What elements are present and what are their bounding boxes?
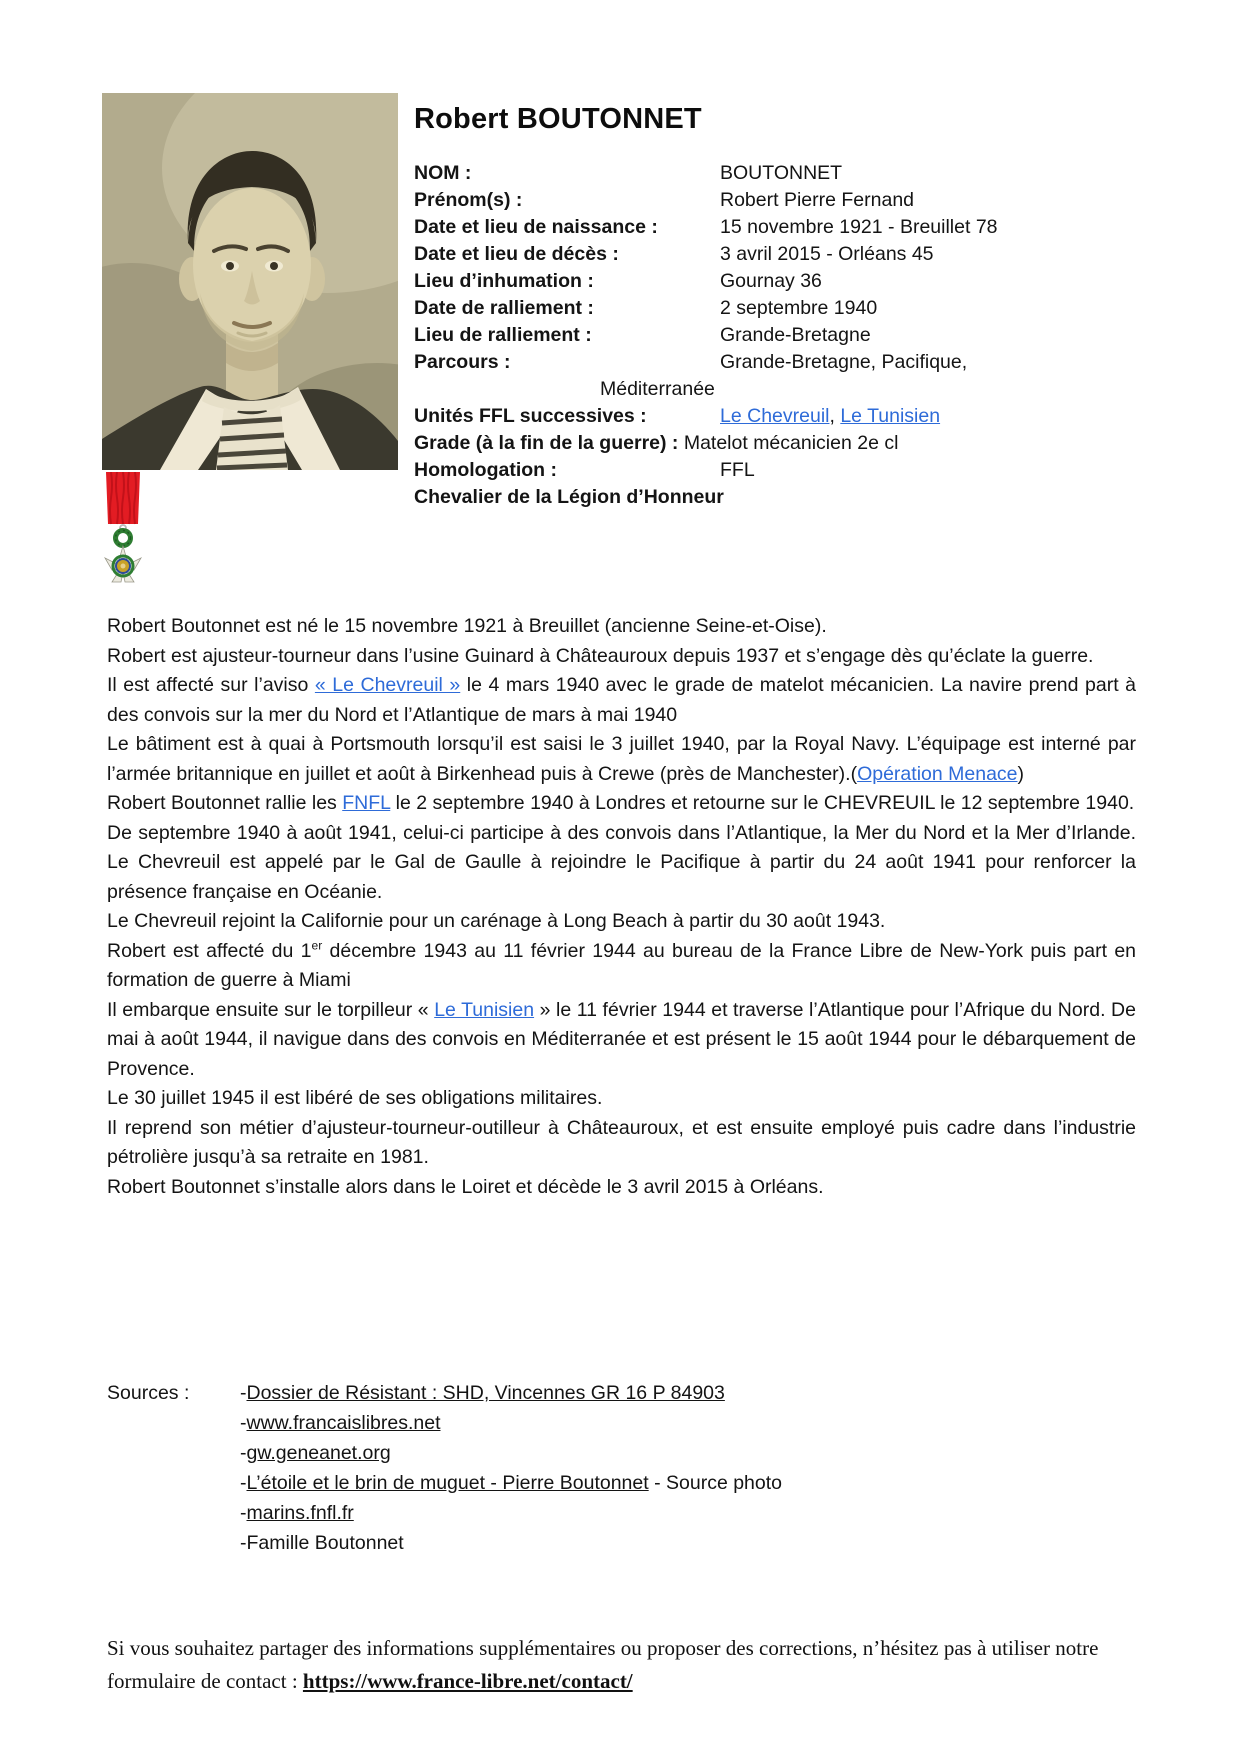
bio-paragraph: Le 30 juillet 1945 il est libéré de ses obligations militaires. bbox=[107, 1087, 603, 1109]
link-le-tunisien[interactable]: Le Tunisien bbox=[840, 405, 941, 427]
source-item bbox=[240, 1498, 1137, 1528]
info-value: Grande-Bretagne, Pacifique, bbox=[720, 351, 968, 373]
bio-text: Il est affecté sur l’aviso bbox=[107, 674, 315, 696]
info-label: Date et lieu de décès : bbox=[414, 243, 619, 265]
link-le-chevreuil[interactable]: Le Chevreuil bbox=[720, 405, 830, 427]
info-value: BOUTONNET bbox=[720, 162, 843, 184]
info-label: Date de ralliement : bbox=[414, 297, 594, 319]
link-le-chevreuil-aviso[interactable]: « Le Chevreuil » bbox=[314, 674, 461, 696]
contact-footer bbox=[107, 1632, 1137, 1698]
source-underlined: gw.geneanet.org bbox=[246, 1442, 391, 1464]
info-label: Lieu de ralliement : bbox=[414, 324, 592, 346]
info-value bbox=[720, 403, 940, 430]
bio-paragraph bbox=[107, 730, 1136, 789]
bio-paragraph: De septembre 1940 à août 1941, celui-ci participe à des convois dans l’Atlantique, la Mer du Nord et la Mer d’Irlande. Le Chevreuil est appelé par le Gal de Gaulle à rejoindre le Pacifique à partir du 24 août 1941 pour renforcer la présence française en Océanie. bbox=[107, 821, 1136, 903]
info-value: 2 septembre 1940 bbox=[720, 297, 878, 319]
source-plain: - Source photo bbox=[648, 1472, 783, 1494]
bio-paragraph: Robert est ajusteur-tourneur dans l’usine Guinard à Châteauroux depuis 1937 et s’engage dès qu’éclate la guerre. bbox=[107, 644, 1094, 667]
source-underlined: L’étoile et le brin de muguet - Pierre Boutonnet bbox=[246, 1472, 649, 1494]
source-item bbox=[240, 1378, 1137, 1408]
info-value: 15 novembre 1921 - Breuillet 78 bbox=[720, 216, 998, 238]
page-title: Robert BOUTONNET bbox=[414, 103, 702, 135]
sources-section bbox=[107, 1378, 1137, 1558]
link-operation-menace[interactable]: Opération Menace bbox=[857, 762, 1018, 785]
source-item bbox=[240, 1468, 1137, 1498]
link-le-tunisien-torpilleur[interactable]: Le Tunisien bbox=[434, 998, 535, 1021]
footer-text: Si vous souhaitez partager des informations supplémentaires ou proposer des corrections, n’hésitez pas à utiliser notre formulaire de contact : bbox=[107, 1636, 1099, 1693]
info-row-nom bbox=[414, 160, 1134, 187]
info-value: Méditerranée bbox=[600, 378, 715, 400]
superscript-er: er bbox=[311, 938, 323, 952]
sources-label: Sources : bbox=[107, 1382, 190, 1404]
info-label: Lieu d’inhumation : bbox=[414, 270, 594, 292]
portrait-photo bbox=[102, 93, 398, 470]
bio-text: Robert Boutonnet rallie les bbox=[107, 792, 343, 814]
bio-paragraph bbox=[107, 937, 1136, 996]
info-row-naissance bbox=[414, 214, 1134, 241]
info-label: Grade (à la fin de la guerre) : bbox=[414, 432, 684, 454]
info-row-homologation bbox=[414, 457, 1134, 484]
bio-text: Il embarque ensuite sur le torpilleur « bbox=[107, 998, 435, 1021]
dash: - bbox=[240, 1412, 247, 1434]
dash: - bbox=[240, 1382, 247, 1404]
bio-paragraph: Robert Boutonnet s’installe alors dans le Loiret et décède le 3 avril 2015 à Orléans. bbox=[107, 1175, 824, 1198]
info-value: Gournay 36 bbox=[720, 270, 822, 292]
dash: - bbox=[240, 1472, 247, 1494]
info-row-date-ralliement bbox=[414, 295, 1134, 322]
sources-list bbox=[240, 1378, 1137, 1558]
bio-text: le 2 septembre 1940 à Londres et retourne sur le CHEVREUIL le 12 septembre 1940. bbox=[390, 792, 1135, 814]
source-item bbox=[240, 1438, 1137, 1468]
bio-paragraph bbox=[107, 996, 1136, 1085]
dash: - bbox=[240, 1532, 247, 1554]
bio-text: Robert est affecté du 1 bbox=[107, 939, 312, 962]
info-row-deces bbox=[414, 241, 1134, 268]
contact-form-link[interactable]: https://www.france-libre.net/contact/ bbox=[302, 1669, 633, 1693]
info-row-lieu-ralliement bbox=[414, 322, 1134, 349]
info-label: NOM : bbox=[414, 162, 472, 184]
info-label: Prénom(s) : bbox=[414, 189, 523, 211]
source-underlined: Dossier de Résistant : SHD, Vincennes GR 16 P 84903 bbox=[246, 1382, 725, 1404]
dash: - bbox=[240, 1502, 247, 1524]
bio-text: » le 11 février 1944 et traverse l’Atlantique pour l’Afrique du Nord. De mai à août 1944, il navigue dans des convois en Méditerranée et est présent le 15 août 1944 pour le débarquement de Provence. bbox=[107, 998, 1136, 1080]
info-row-grade bbox=[414, 430, 1134, 457]
bio-text: le 4 mars 1940 avec le grade de matelot mécanicien. La navire prend part à des convois sur la mer du Nord et l’Atlantique de mars à mai 1940 bbox=[107, 674, 1137, 726]
source-underlined: www.francaislibres.net bbox=[246, 1412, 441, 1434]
bio-paragraph: Le Chevreuil rejoint la Californie pour un carénage à Long Beach à partir du 30 août 1943. bbox=[107, 910, 886, 932]
dash: - bbox=[240, 1442, 247, 1464]
source-plain: Famille Boutonnet bbox=[246, 1532, 404, 1554]
info-label: Chevalier de la Légion d’Honneur bbox=[414, 486, 724, 508]
source-item bbox=[240, 1408, 1137, 1438]
bio-text: décembre 1943 au 11 février 1944 au bureau de la France Libre de New-York puis part en formation de guerre à Miami bbox=[107, 939, 1137, 991]
info-label: Parcours : bbox=[414, 351, 511, 373]
source-underlined: marins.fnfl.fr bbox=[246, 1502, 354, 1524]
info-value: FFL bbox=[720, 459, 755, 481]
info-label: Date et lieu de naissance : bbox=[414, 216, 658, 238]
info-row-prenoms bbox=[414, 187, 1134, 214]
link-separator: , bbox=[829, 405, 841, 427]
bio-text: ) bbox=[1017, 762, 1025, 785]
info-value: 3 avril 2015 - Orléans 45 bbox=[720, 243, 934, 265]
link-fnfl[interactable]: FNFL bbox=[342, 792, 391, 814]
legion-honneur-medal-icon bbox=[101, 472, 145, 584]
source-item bbox=[240, 1528, 1137, 1558]
info-row-parcours bbox=[414, 349, 1134, 376]
info-block bbox=[414, 160, 1134, 511]
bio-paragraph bbox=[107, 789, 1136, 819]
bio-paragraph bbox=[107, 671, 1136, 730]
bio-paragraph: Il reprend son métier d’ajusteur-tourneur-outilleur à Châteauroux, et est ensuite employé puis cadre dans l’industrie pétrolière jusqu’à sa retraite en 1981. bbox=[107, 1116, 1136, 1168]
info-row-legion-honneur bbox=[414, 484, 1134, 511]
info-row-unites-ffl bbox=[414, 403, 1134, 430]
biography-text bbox=[107, 612, 1136, 1202]
info-row-parcours-cont bbox=[414, 376, 1134, 403]
bio-paragraph: Robert Boutonnet est né le 15 novembre 1921 à Breuillet (ancienne Seine-et-Oise). bbox=[107, 615, 827, 637]
info-value: Robert Pierre Fernand bbox=[720, 189, 915, 211]
info-value: Grande-Bretagne bbox=[720, 324, 871, 346]
info-label: Homologation : bbox=[414, 459, 557, 481]
info-value: Matelot mécanicien 2e cl bbox=[683, 432, 899, 454]
info-label: Unités FFL successives : bbox=[414, 405, 647, 427]
bio-text: Le bâtiment est à quai à Portsmouth lorsqu’il est saisi le 3 juillet 1940, par la Royal Navy. L’équipage est interné par l’armée britannique en juillet et août à Birkenhead puis à Crewe (près de Manchester).( bbox=[107, 733, 1136, 785]
info-row-inhumation bbox=[414, 268, 1134, 295]
